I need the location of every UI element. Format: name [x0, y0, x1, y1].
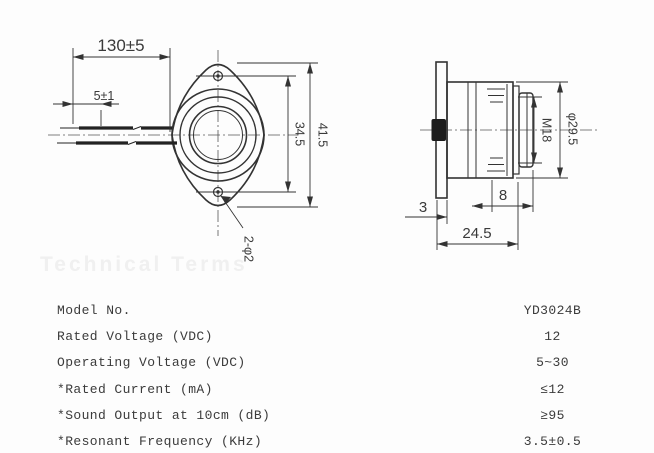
table-row: [0, 376, 654, 402]
spec-label: *Resonant Frequency (KHz): [57, 434, 263, 450]
spec-value: 3.5±0.5: [523, 434, 582, 450]
side-view: [405, 62, 600, 250]
table-row: [0, 323, 654, 349]
table-row: [0, 428, 654, 453]
spec-label: Model No.: [57, 302, 131, 318]
spec-label: Operating Voltage (VDC): [57, 355, 246, 371]
dim-flange-thickness-label: 3: [418, 199, 428, 216]
table-row: [0, 297, 654, 323]
front-view: [48, 36, 330, 262]
spec-label: Rated Voltage (VDC): [57, 328, 213, 344]
spec-label: *Sound Output at 10cm (dB): [57, 407, 271, 423]
spec-value: 5~30: [536, 355, 569, 371]
dim-wire-length: [73, 48, 170, 132]
dim-strip-length-label: 5±1: [93, 89, 115, 103]
dim-strip-length: [53, 101, 119, 126]
spec-value: YD3024B: [523, 302, 582, 318]
dim-front-length-label: 8: [498, 187, 508, 204]
spec-value: 12: [544, 328, 561, 344]
dim-flange-height-label: 41.5: [315, 122, 330, 148]
table-row: [0, 350, 654, 376]
dim-mount-holes: [221, 196, 243, 228]
spec-label: *Rated Current (mA): [57, 381, 213, 397]
watermark-text: Technical Terms: [40, 253, 248, 276]
dim-total-length-label: 24.5: [462, 225, 492, 242]
spec-value: ≥95: [540, 407, 565, 423]
table-row: [0, 402, 654, 428]
dim-diameter-label: φ29.5: [565, 112, 580, 146]
dim-thread-label: M18: [539, 117, 554, 143]
spec-value: ≤12: [540, 381, 565, 397]
spec-table: [0, 297, 654, 453]
dim-hole-span-label: 34.5: [292, 121, 307, 147]
dim-mount-holes-label: 2-φ2: [241, 235, 256, 263]
dim-wire-length-label: 130±5: [97, 36, 145, 55]
lead-wires: [57, 127, 177, 145]
side-wire-grommet: [432, 119, 447, 141]
